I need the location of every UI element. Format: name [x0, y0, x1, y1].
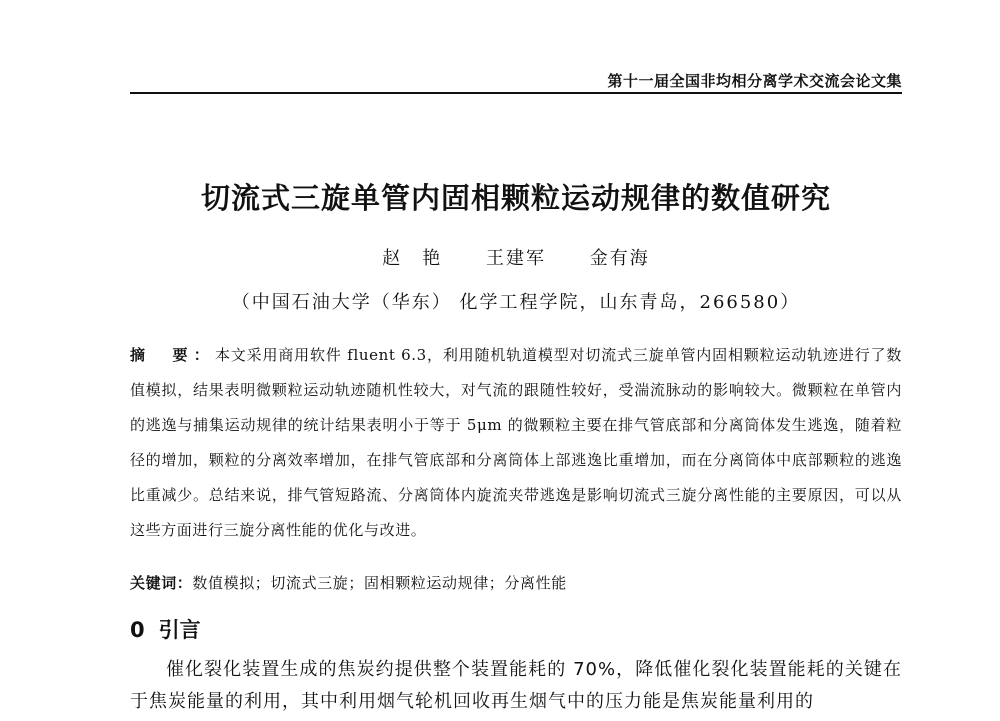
keywords-text: 数值模拟；切流式三旋；固相颗粒运动规律；分离性能 — [192, 574, 567, 592]
keywords-label: 关键词： — [130, 574, 193, 592]
author-name: 赵 艳 — [382, 248, 443, 269]
affiliation: （中国石油大学（华东） 化学工程学院，山东青岛，266580） — [231, 292, 801, 313]
section-heading — [130, 614, 201, 644]
author-name: 王建军 — [486, 248, 546, 269]
running-header: 第十一届全国非均相分离学术交流会论文集 — [607, 72, 902, 90]
paper-title: 切流式三旋单管内固相颗粒运动规律的数值研究 — [200, 181, 831, 215]
abstract-label: 摘 要： — [130, 346, 215, 364]
section-title: 引言 — [158, 618, 201, 642]
abstract — [130, 338, 902, 548]
author-list — [130, 244, 902, 270]
abstract-text: 本文采用商用软件 fluent 6.3，利用随机轨道模型对切流式三旋单管内固相颗粒运动轨迹进行了数值模拟，结果表明微颗粒运动轨迹随机性较大，对气流的跟随性较好，受湍流脉动的影响较大。微颗粒在单管内的逃逸与捕集运动规律的统计结果表明小于等于 5μm 的微颗粒主要在排气管底部和分离筒体发生逃逸，随着粒径的增加，颗粒的分离效率增加，在排气管底部和分离筒体上部逃逸比重增加，而在分离筒体中底部颗粒的逃逸比重减少。总结来说，排气管短路流、分离筒体内旋流夹带逃逸是影响切流式三旋分离性能的主要原因，可以从这些方面进行三旋分离性能的优化与改进。 — [130, 346, 902, 539]
section-number: 0 — [130, 618, 145, 642]
body-paragraph: 催化裂化装置生成的焦炭约提供整个装置能耗的 70%，降低催化裂化装置能耗的关键在于焦炭能量的利用，其中利用烟气轮机回收再生烟气中的压力能是焦炭能量利用的 — [130, 659, 902, 712]
author-name: 金有海 — [589, 248, 650, 269]
keywords — [130, 572, 902, 593]
header-rule — [130, 92, 902, 94]
